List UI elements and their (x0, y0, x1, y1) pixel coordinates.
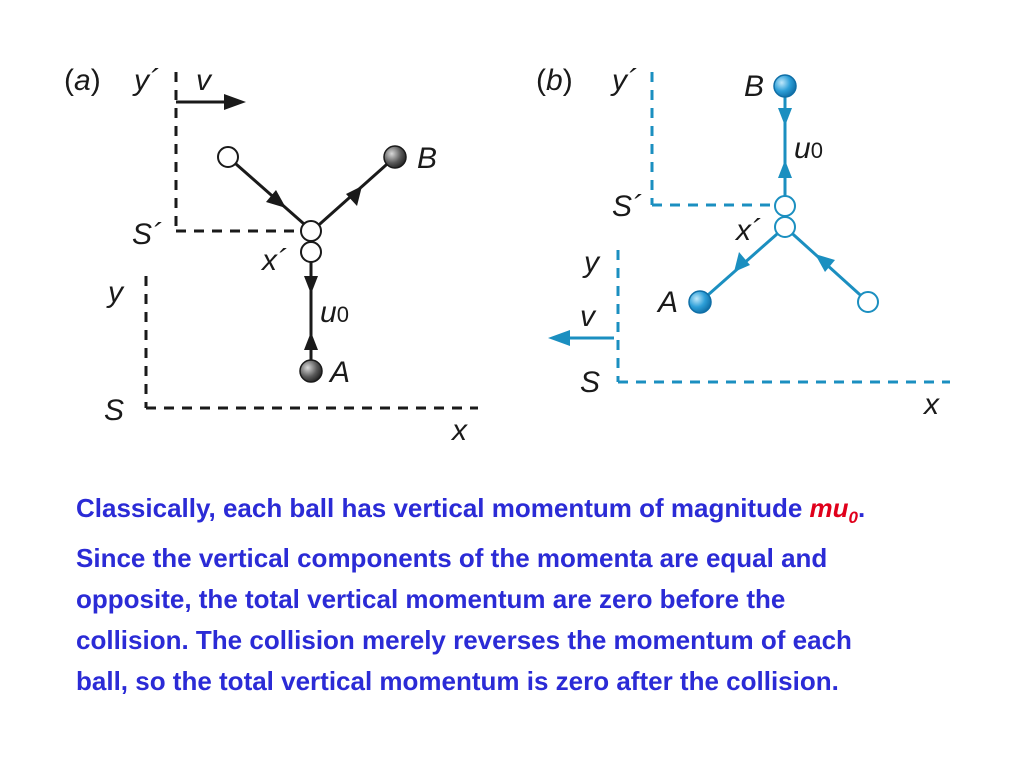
explanation-text (76, 488, 976, 702)
ball-b-incoming-path (228, 157, 312, 231)
u0-label-b: u0 (794, 132, 823, 165)
a-label-a: A (330, 356, 351, 389)
ball-b-arrowhead-down-b (778, 108, 792, 126)
x-prime-label-b: x´ (736, 214, 761, 247)
collision-ball-top-a (301, 221, 321, 241)
panel-a (64, 64, 478, 447)
ball-a (300, 360, 322, 382)
x-label-a: x (452, 414, 467, 447)
ball-b-outgoing-arrowhead (346, 186, 362, 206)
ball-b-arrowhead-up-b (778, 160, 792, 178)
ball-a-initial-b (858, 292, 878, 312)
u0-label-a: u0 (320, 296, 349, 329)
caption-line-1: Classically, each ball has vertical momentum of magnitude $mu_0$. (76, 493, 866, 528)
a-label-b: A (658, 286, 679, 319)
y-prime-label: y´ (134, 64, 159, 97)
panel-b (536, 64, 950, 421)
collision-ball-bottom-b (775, 217, 795, 237)
s-label-a: S (104, 394, 125, 427)
v-label-a: v (196, 64, 211, 97)
collision-ball-top-b (775, 196, 795, 216)
ball-b (384, 146, 406, 168)
x-label-b: x (924, 388, 939, 421)
collision-ball-bottom-a (301, 242, 321, 262)
mu0-term: $mu_0$ (809, 493, 859, 528)
ball-b-blue (774, 75, 796, 97)
panel-b-tag: (b) (536, 64, 573, 97)
s-prime-label: S´ (132, 218, 162, 251)
caption-line-4: collision. The collision merely reverses the momentum of each (76, 625, 852, 656)
ball-a-blue (689, 291, 711, 313)
panel-a-tag: (a) (64, 64, 101, 97)
velocity-arrowhead-a (224, 94, 246, 110)
ball-a-arrowhead-up (304, 332, 318, 350)
ball-a-arrowhead-down (304, 276, 318, 294)
caption-line-3: opposite, the total vertical momentum are zero before the (76, 584, 786, 615)
y-label-a: y (108, 276, 123, 309)
s-label-b: S (580, 366, 601, 399)
caption-line-2: Since the vertical components of the momenta are equal and (76, 543, 828, 574)
y-prime-label-b: y´ (612, 64, 637, 97)
x-prime-label-a: x´ (262, 244, 287, 277)
ball-b-initial (218, 147, 238, 167)
b-label-b: B (744, 70, 765, 103)
v-label-b: v (580, 300, 595, 333)
caption-line-5: ball, so the total vertical momentum is zero after the collision. (76, 666, 839, 697)
velocity-arrowhead-b (548, 330, 570, 346)
y-label-b: y (584, 246, 599, 279)
b-label-a: B (417, 142, 438, 175)
s-prime-label-b: S´ (612, 190, 642, 223)
